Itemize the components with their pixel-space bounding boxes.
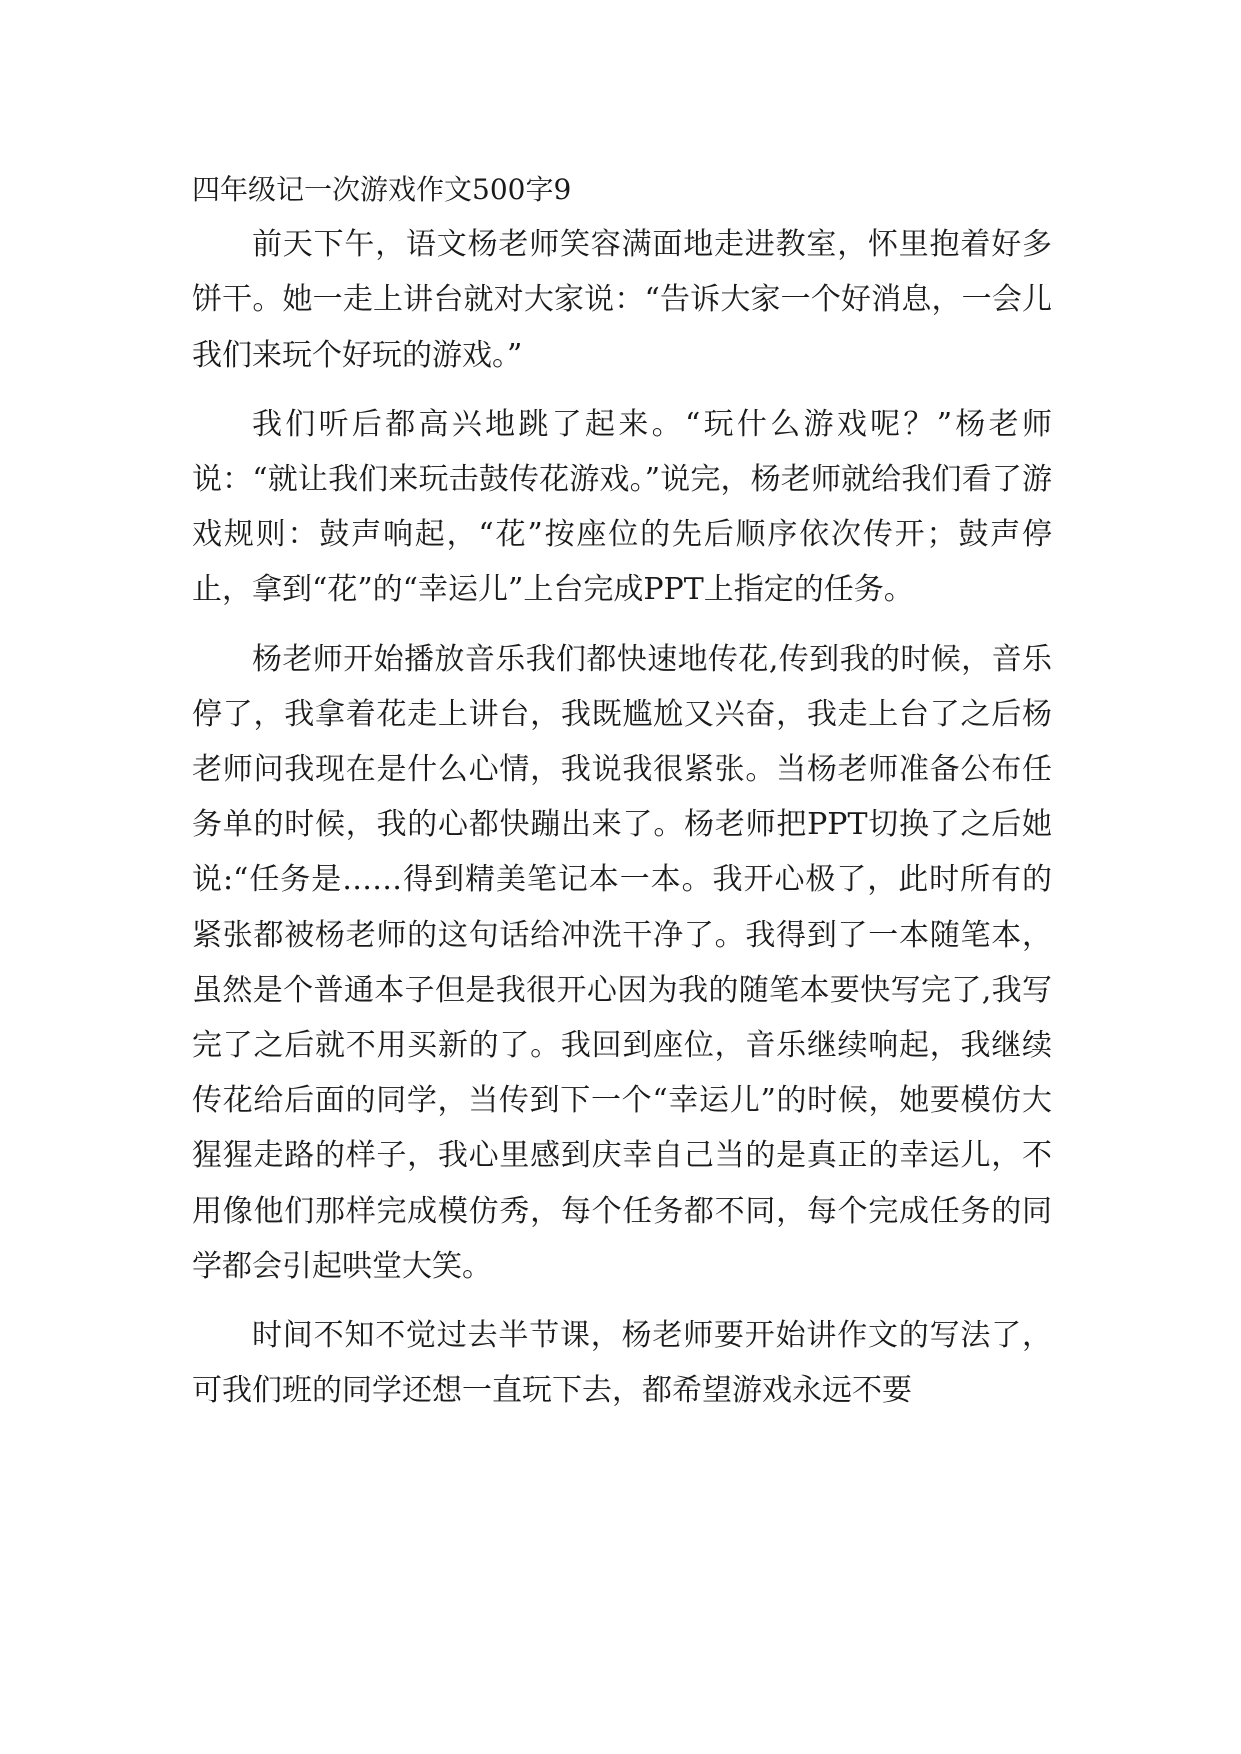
document-title: 四年级记一次游戏作文500字9 <box>192 173 572 206</box>
paragraph-4: 时间不知不觉过去半节课，杨老师要开始讲作文的写法了，可我们班的同学还想一直玩下去，都希望游戏永远不要 <box>192 1318 1052 1409</box>
paragraph-2: 我们听后都高兴地跳了起来。“玩什么游戏呢？”杨老师说：“就让我们来玩击鼓传花游戏。”说完，杨老师就给我们看了游戏规则：鼓声响起，“花”按座位的先后顺序依次传开；鼓声停止，拿到“花”的“幸运儿”上台完成PPT上指定的任务。 <box>192 406 1052 608</box>
paragraph-1: 前天下午，语文杨老师笑容满面地走进教室，怀里抱着好多饼干。她一走上讲台就对大家说：“告诉大家一个好消息，一会儿我们来玩个好玩的游戏。” <box>192 227 1052 373</box>
document-body <box>192 162 1052 1432</box>
paragraph-3: 杨老师开始播放音乐我们都快速地传花,传到我的时候，音乐停了，我拿着花走上讲台，我既尴尬又兴奋，我走上台了之后杨老师问我现在是什么心情，我说我很紧张。当杨老师准备公布任务单的时候，我的心都快蹦出来了。杨老师把PPT切换了之后她说:“任务是……得到精美笔记本一本。我开心极了，此时所有的紧张都被杨老师的这句话给冲洗干净了。我得到了一本随笔本，虽然是个普通本子但是我很开心因为我的随笔本要快写完了,我写完了之后就不用买新的了。我回到座位，音乐继续响起，我继续传花给后面的同学，当传到下一个“幸运儿”的时候，她要模仿大猩猩走路的样子，我心里感到庆幸自己当的是真正的幸运儿，不用像他们那样完成模仿秀，每个任务都不同，每个完成任务的同学都会引起哄堂大笑。 <box>192 641 1052 1284</box>
